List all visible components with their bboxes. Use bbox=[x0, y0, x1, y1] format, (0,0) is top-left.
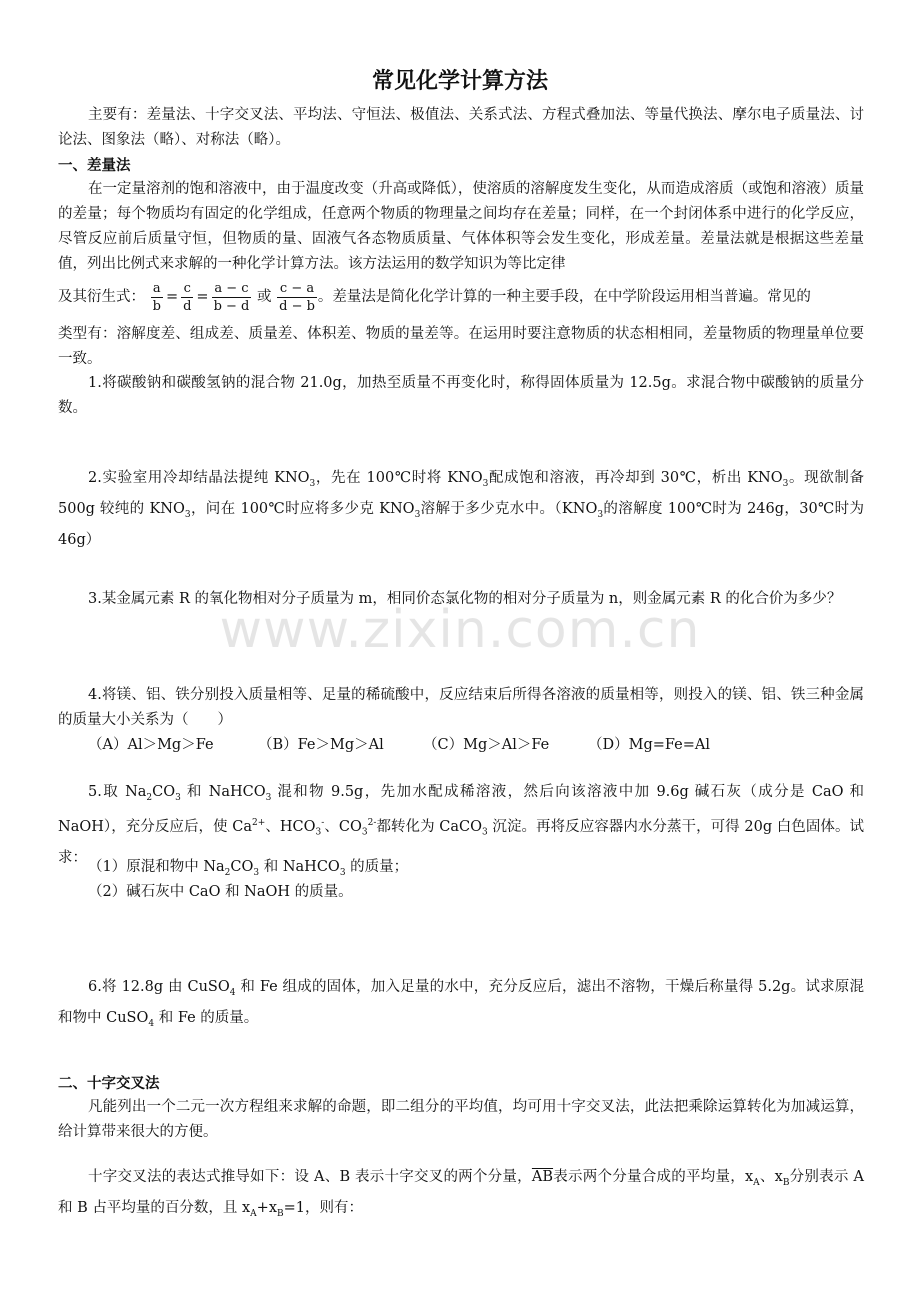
section-2-heading: 二、十字交叉法 bbox=[58, 1076, 160, 1092]
formula-lead: 及其衍生式： bbox=[58, 289, 145, 305]
fraction-c-d: $\frac{c}{d}$ bbox=[183, 280, 192, 314]
question-6: 6.将 12.8g 由 CuSO$_4$ 和 Fe 组成的固体，加入足量的水中，充分反应后，滤出不溶物，干燥后称量得 5.2g。试求原混和物中 CuSO$_4$ 和 Fe 的质量。 bbox=[58, 979, 865, 1029]
question-5-part-2: （2）碱石灰中 CaO 和 NaOH 的质量。 bbox=[88, 884, 353, 900]
question-2: 2.实验室用冷却结晶法提纯 $KNO_3$，先在 100℃时将 $KNO_3$配成饱和溶液，再冷却到 30℃，析出 $KNO_3$。现欲制备 500g 较纯的 $KNO_3$，问在 100℃时应将多少克 $KNO_3$溶解于多少克水中。（$KNO_3$的溶解度 100℃时为 246g，30℃时为 46g） bbox=[58, 470, 864, 548]
watermark: www.zixin.com.cn bbox=[219, 600, 701, 660]
option-c: （C）Mg＞Al＞Fe bbox=[423, 737, 550, 753]
intro-paragraph: 主要有：差量法、十字交叉法、平均法、守恒法、极值法、关系式法、方程式叠加法、等量代换法、摩尔电子质量法、讨论法、图象法（略）、对称法（略）。 bbox=[58, 107, 864, 148]
average-ab: $\overline{AB}$ bbox=[531, 1169, 554, 1185]
section-1-paragraph-2: 类型有：溶解度差、组成差、质量差、体积差、物质的量差等。在运用时要注意物质的状态相相同，差量物质的物理量单位要一致。 bbox=[58, 326, 864, 367]
equals-sign: = bbox=[165, 289, 179, 305]
fraction-ca-db: $\frac{c - a}{d - b}$ bbox=[279, 280, 315, 314]
section-1-paragraph: 在一定量溶剂的饱和溶液中，由于温度改变（升高或降低），使溶质的溶解度发生变化，从而造成溶质（或饱和溶液）质量的差量；每个物质均有固定的化学组成，任意两个物质的物理量之间均存在差量；同样，在一个封闭体系中进行的化学反应，尽管反应前后质量守恒，但物质的量、固液气各态物质质量、气体体积等会发生变化，形成差量。差量法就是根据这些差量值，列出比例式来求解的一种化学计算方法。该方法运用的数学知识为等比定律 bbox=[58, 181, 864, 272]
or-text: 或 bbox=[257, 289, 272, 305]
question-4: 4.将镁、铝、铁分别投入质量相等、足量的稀硫酸中，反应结束后所得各溶液的质量相等，则投入的镁、铝、铁三种金属的质量大小关系为（ ） bbox=[58, 687, 864, 728]
question-1: 1.将碳酸钠和碳酸氢钠的混合物 21.0g，加热至质量不再变化时，称得固体质量为 12.5g。求混合物中碳酸钠的质量分数。 bbox=[58, 375, 864, 416]
question-4-options bbox=[88, 733, 864, 758]
section-2-paragraph-2: 十字交叉法的表达式推导如下：设 A、B 表示十字交叉的两个分量，$\overline{AB}$表示两个分量合成的平均量，$x_A$、$x_B$分别表示 A 和 B 占平均量的百分数，且 $x_A+x_B=1$，则有： bbox=[58, 1169, 864, 1219]
formula-line bbox=[58, 277, 864, 317]
formula-trailing-text: 。差量法是简化化学计算的一种主要手段，在中学阶段运用相当普遍。常见的 bbox=[317, 289, 811, 305]
fraction-ac-bd: $\frac{a - c}{b - d}$ bbox=[213, 280, 250, 314]
section-2-paragraph: 凡能列出一个二元一次方程组来求解的命题，即二组分的平均值，均可用十字交叉法，此法把乘除运算转化为加减运算，给计算带来很大的方便。 bbox=[58, 1099, 864, 1140]
option-b: （B）Fe＞Mg＞Al bbox=[258, 737, 384, 753]
question-3: 3.某金属元素 R 的氧化物相对分子质量为 m，相同价态氯化物的相对分子质量为 n，则金属元素 R 的化合价为多少？ bbox=[88, 591, 842, 607]
option-d: （D）Mg=Fe=Al bbox=[588, 737, 711, 753]
question-5: 5.取 $Na_2CO_3$ 和 NaHCO$_3$ 混和物 9.5g，先加水配成稀溶液，然后向该溶液中加 9.6g 碱石灰（成分是 CaO 和 NaOH），充分反应后，使 $Ca^{2+}$、$HCO_3^-$、$CO_3^{2-}$都转化为 CaCO$_3$ 沉淀。再将反应容器内水分蒸干，可得 20g 白色固体。试求： bbox=[58, 784, 864, 866]
page-title: 常见化学计算方法 bbox=[371, 69, 548, 94]
fraction-a-b: $\frac{a}{b}$ bbox=[152, 280, 161, 314]
option-a: （A）Al＞Mg＞Fe bbox=[88, 737, 214, 753]
section-1-heading: 一、差量法 bbox=[58, 158, 131, 174]
equals-sign: = bbox=[196, 289, 209, 305]
question-5-part-1: （1）原混和物中 $Na_2CO_3$ 和 NaHCO$_3$ 的质量； bbox=[88, 859, 409, 878]
